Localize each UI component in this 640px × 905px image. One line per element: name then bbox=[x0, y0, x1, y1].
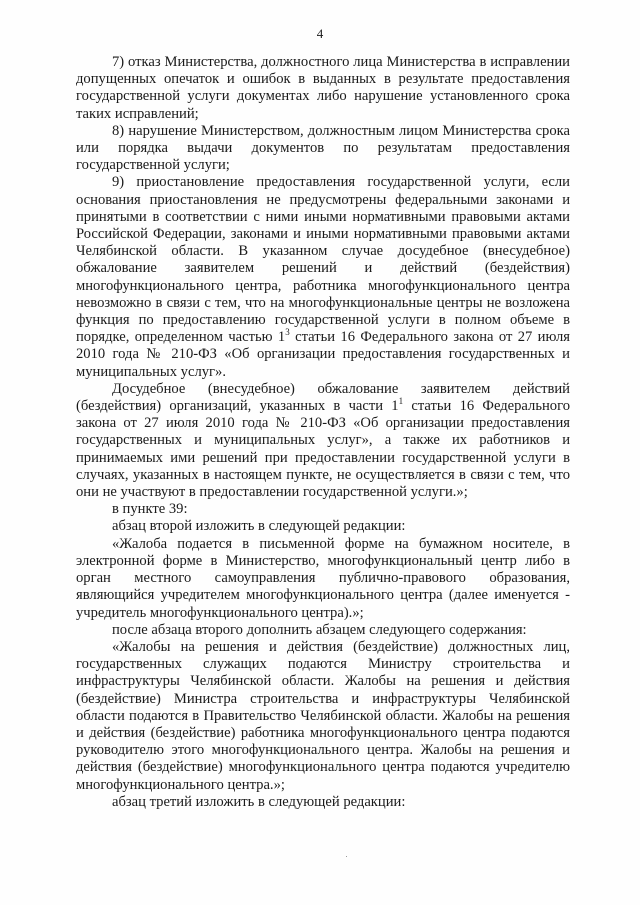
paragraph-second-abzats-edit: абзац второй изложить в следующей редакции: bbox=[112, 518, 406, 535]
paragraph-item-9-tail: статьи 16 Федерального закона от 27 июля 2010 года № 210-ФЗ «Об организации предоставления государственных и муниципальных услуг». bbox=[76, 329, 570, 380]
paragraph-pre-trial-appeal-tail: статьи 16 Федерального закона от 27 июля 2010 года № 210-ФЗ «Об организации предоставления государственных и муниципальных услуг», а также их работников и принимаемых ими решений при предоставлении государственной услуги в случаях, указанных в настоящем пункте, не осуществляется в связи с тем, что они не участвуют в предоставлении государственной услуги.»; bbox=[76, 398, 571, 501]
paragraph-item-9 bbox=[76, 174, 570, 380]
paragraph-add-abzats: после абзаца второго дополнить абзацем следующего содержания: bbox=[112, 621, 527, 638]
paragraph-point-39: в пункте 39: bbox=[112, 501, 188, 518]
paragraph-item-7: 7) отказ Министерства, должностного лица Министерства в исправлении допущенных опечаток и ошибок в выданных в результате предоставления государственной услуги документах либо нарушение установленного срока таких исправлений; bbox=[76, 54, 570, 122]
superscript-marker: 3 bbox=[285, 327, 290, 338]
paragraph-item-9-text: 9) приостановление предоставления государственной услуги, если основания приостановления не предусмотрены федеральными законами и принятыми в соответствии с ними иными нормативными правовыми актами Российской Федерации, законами и иными нормативными правовыми актами Челябинской области. В указанном случае досудебное (внесудебное) обжалование заявителем решений и действий (бездействия) многофункционального центра, работника многофункционального центра невозможно в связи с тем, что на многофункциональные центры не возложена функция по предоставлению государственной услуги в полном объеме в порядке, определенном частью 1 bbox=[76, 174, 570, 346]
document-body bbox=[76, 54, 570, 811]
paragraph-complaint-form: «Жалоба подается в письменной форме на бумажном носителе, в электронной форме в Министерство, многофункциональный центр либо в орган местного самоуправления публично-правового образования, являющийся учредителем многофункционального центра (далее именуется - учредитель многофункционального центра).»; bbox=[76, 535, 570, 621]
paragraph-pre-trial-appeal-text: Досудебное (внесудебное) обжалование заявителем действий (бездействия) организаций, указанных в части 1 bbox=[76, 380, 570, 415]
page-number: 4 bbox=[316, 26, 324, 41]
paragraph-complaints-addressees: «Жалобы на решения и действия (бездействие) должностных лиц, государственных служащих подаются Министру строительства и инфраструктуры Челябинской области. Жалобы на решения и действия (бездействие) Министра строительства и инфраструктуры Челябинской области подаются в Правительство Челябинской области. Жалобы на решения и действия (бездействие) работника многофункционального центра подаются руководителю этого многофункционального центра. Жалобы на решения и действия (бездействие) многофункционального центра подаются учредителю многофункционального центра.»; bbox=[76, 638, 570, 793]
paragraph-third-abzats-edit: абзац третий изложить в следующей редакции: bbox=[112, 793, 406, 810]
paragraph-item-8: 8) нарушение Министерством, должностным лицом Министерства срока или порядка выдачи документов по результатам предоставления государственной услуги; bbox=[76, 122, 570, 174]
paragraph-pre-trial-appeal bbox=[76, 381, 570, 501]
scan-speck bbox=[346, 856, 347, 857]
superscript-marker: 1 bbox=[398, 396, 404, 407]
